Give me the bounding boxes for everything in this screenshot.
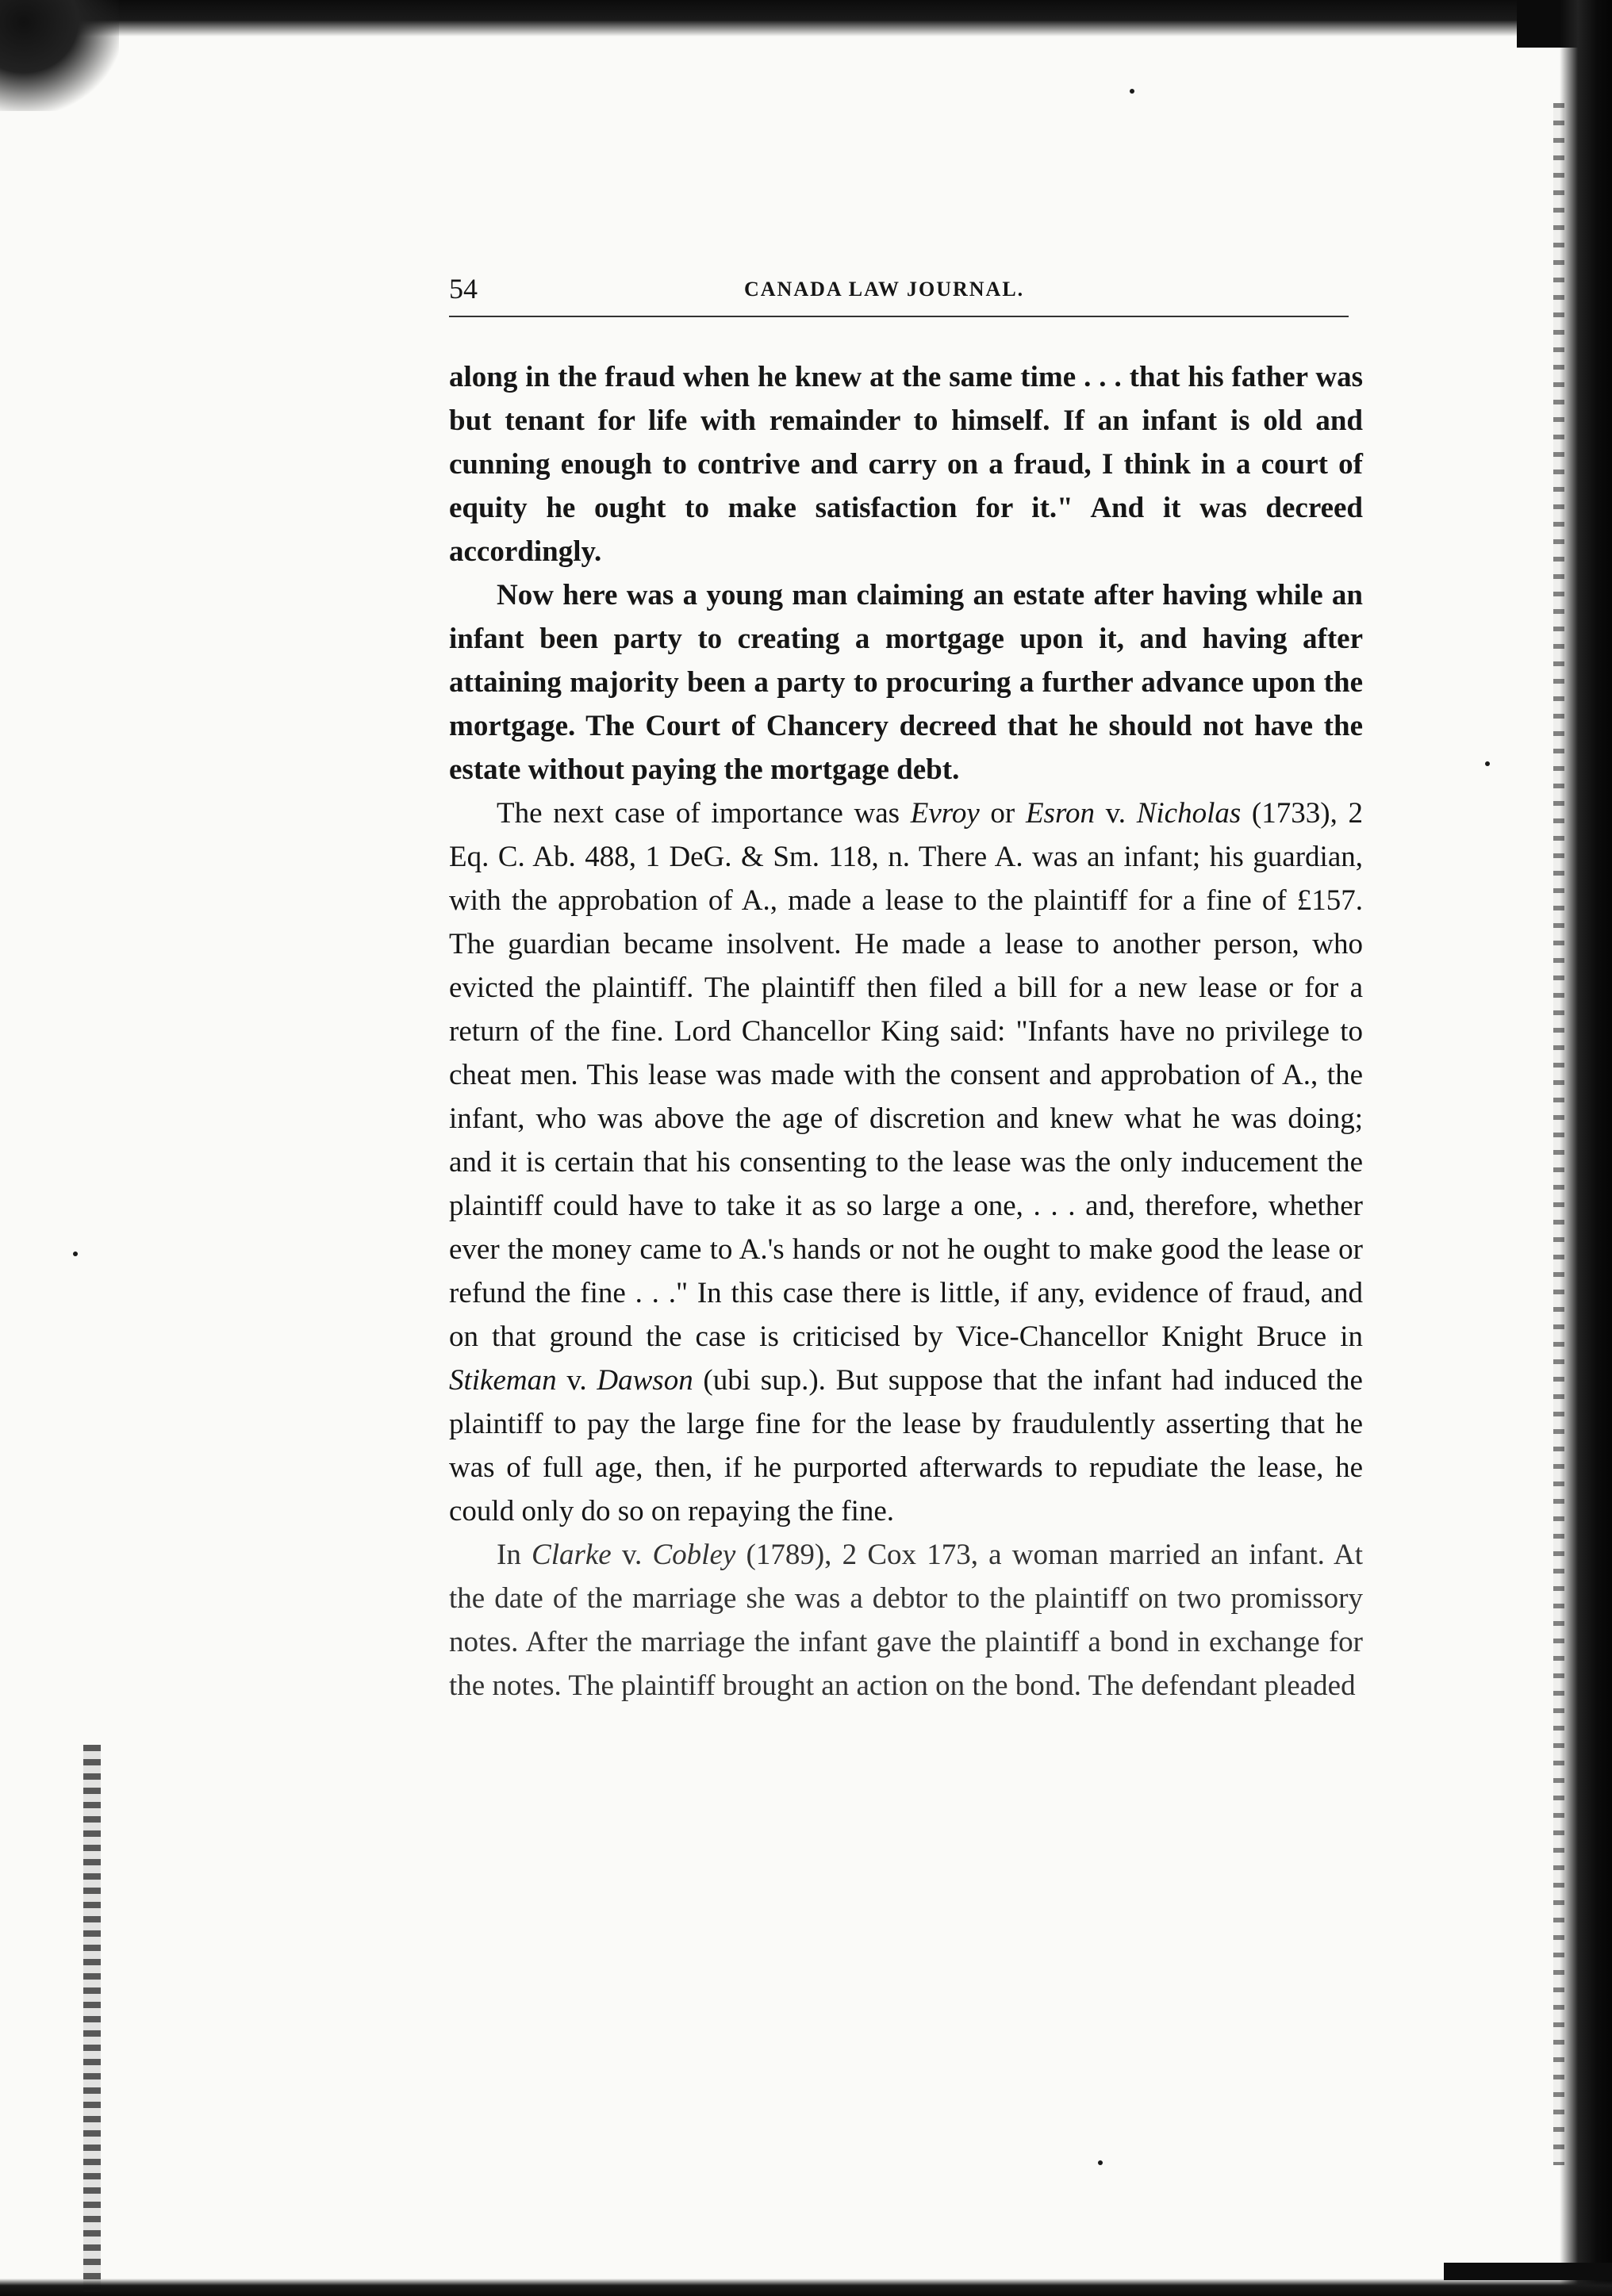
scan-edge-left-top [0, 0, 119, 111]
case-name: Dawson [597, 1364, 693, 1397]
paragraph-2: Now here was a young man claiming an estate after having while an infant been party to creating a mortgage upon it, and having after attaining majority been a party to procuring a further advance upon the mortgage. The Court of Chancery decreed that he should not have the estate without paying the mortgage debt. [449, 579, 1363, 786]
scan-edge-left-bottom [83, 1745, 101, 2292]
page-header [449, 268, 1349, 316]
page-number: 54 [449, 273, 478, 305]
running-head: CANADA LAW JOURNAL. [744, 278, 1025, 301]
paragraph-3-text: (1733), 2 Eq. C. Ab. 488, 1 DeG. & Sm. 118, n. There A. was an infant; his guardian, with the approbation of A., made a lease to the plaintiff for a fine of £157. The guardian became insolvent. He made a lease to another person, who evicted the plaintiff. The plaintiff then filed a bill for a new lease or for a return of the fine. Lord Chancellor King said: "Infants have no privilege to cheat men. This lease was made with the consent and approbation of A., the infant, who was above the age of discretion and knew what he was doing; and it is certain that his consenting to the lease was the only inducement the plaintiff could have to take it as so large a one, . . . and, therefore, whether ever the money came to A.'s hands or not he ought to make good the lease or refund the fine . . ." In this case there is little, if any, evidence of fraud, and on that ground the case is criticised by Vice-Chancellor Knight Bruce in [449, 797, 1363, 1353]
scan-speck [1130, 89, 1134, 94]
paragraph-4 [449, 1533, 1363, 1708]
scan-speck [1485, 761, 1490, 766]
body-text [449, 355, 1363, 1708]
paragraph-4-text: (1789), 2 Cox 173, a woman married an infant. At the date of the marriage she was a debtor to the plaintiff on two promissory notes. After the marriage the infant gave the plaintiff a bond in exchange for the notes. The plaintiff brought an action on the bond. The defendant pleaded [449, 1539, 1363, 1702]
header-rule [449, 316, 1349, 317]
case-name: Nicholas [1136, 797, 1242, 830]
scan-edge-right-shadow [1553, 103, 1564, 2165]
paragraph-4-text: In [497, 1539, 532, 1571]
case-name: Stikeman [449, 1364, 557, 1397]
scan-edge-top [0, 0, 1612, 36]
paragraph-3 [449, 792, 1363, 1533]
case-name: Cobley [652, 1539, 736, 1571]
scan-edge-bottom-right [1444, 2263, 1612, 2280]
case-name: Esron [1025, 797, 1095, 830]
paragraph-3-text: The next case of importance was [497, 797, 911, 830]
paragraph-3-text: or [979, 797, 1026, 830]
case-name: Evroy [910, 797, 980, 830]
scan-speck [1098, 2160, 1103, 2165]
paragraph-4-text: v. [611, 1539, 653, 1571]
scan-edge-right [1560, 0, 1612, 2296]
paragraph-1: along in the fraud when he knew at the same time . . . that his father was but tenant for life with remainder to himself. If an infant is old and cunning enough to contrive and carry on a fraud, I think in a court of equity he ought to make satisfaction for it." And it was decreed accordingly. [449, 361, 1363, 568]
paragraph-3-text: v. [1094, 797, 1137, 830]
case-name: Clarke [532, 1539, 612, 1571]
scan-speck [73, 1251, 78, 1256]
scan-edge-bottom [0, 2279, 1612, 2296]
paragraph-3-text: (ubi sup.). But suppose that the infant had induced the plaintiff to pay the large fine for the lease by fraudulently asserting that he was of full age, then, if he purported afterwards to repudiate the lease, he could only do so on repaying the fine. [449, 1364, 1363, 1527]
paragraph-3-text: v. [556, 1364, 597, 1397]
